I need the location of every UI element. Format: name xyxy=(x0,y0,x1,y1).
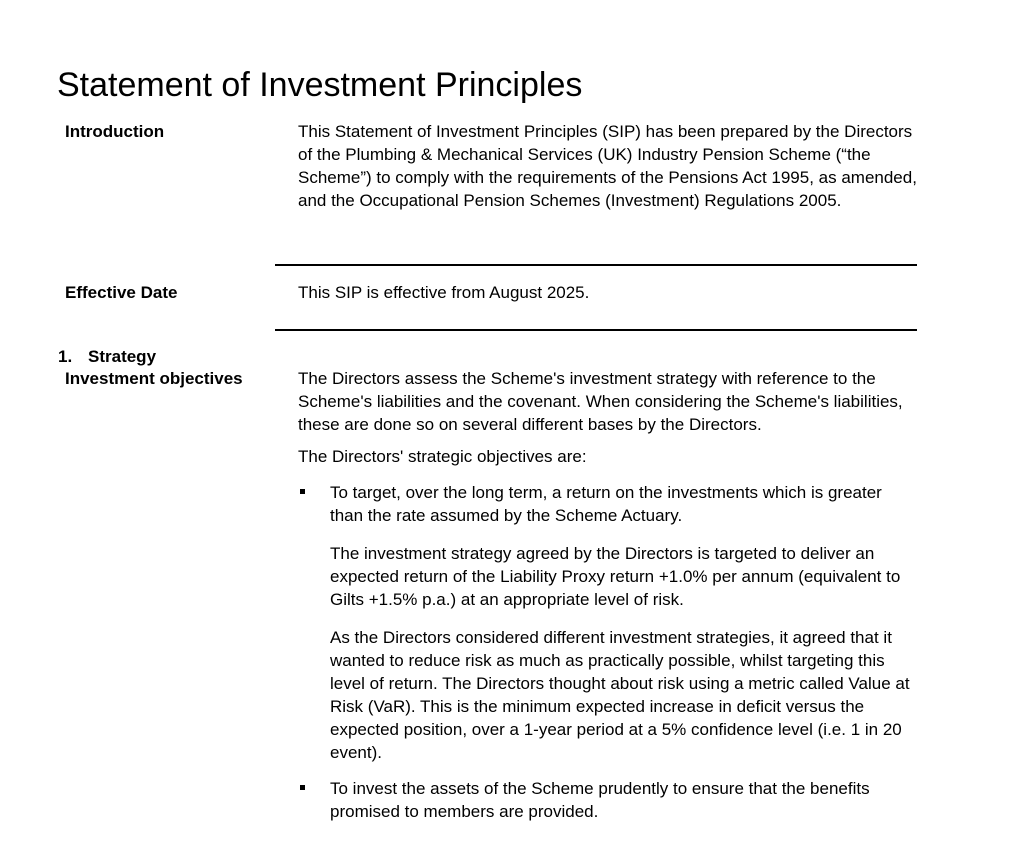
strategy-paragraph-2: The Directors' strategic objectives are: xyxy=(298,447,587,466)
square-bullet-icon xyxy=(300,785,305,790)
horizontal-rule-bottom xyxy=(275,329,917,331)
effective-date-label: Effective Date xyxy=(65,283,178,302)
bullet-sub-paragraph-2: As the Directors considered different investment strategies, it agreed that it wanted to reduce risk as much as practically possible, whilst targeting this level of return. The Directors thought about risk using a metric called Value at Risk (VaR). This is the minimum expected increase in deficit versus the expected position, over a 1-year period at a 5% confidence level (i.e. 1 in 20 event). xyxy=(330,628,910,762)
strategy-section-heading xyxy=(58,345,156,368)
bullet-sub-paragraph-1: The investment strategy agreed by the Directors is targeted to deliver an expected return of the Liability Proxy return +1.0% per annum (equivalent to Gilts +1.5% p.a.) at an appropriate level of risk. xyxy=(330,544,901,609)
effective-date-paragraph: This SIP is effective from August 2025. xyxy=(298,283,590,302)
introduction-body xyxy=(298,120,918,212)
page-title: Statement of Investment Principles xyxy=(57,66,583,104)
strategy-section-title: Strategy xyxy=(88,347,157,366)
strategy-section-number: 1. xyxy=(58,347,73,366)
strategy-paragraph-1: The Directors assess the Scheme's investment strategy with reference to the Scheme's liabilities and the covenant. When considering the Scheme's liabilities, these are done so on several different bases by the Directors. xyxy=(298,369,903,434)
introduction-label: Introduction xyxy=(65,122,165,141)
bullet-item-invest-prudently xyxy=(298,777,918,823)
square-bullet-icon xyxy=(300,489,305,494)
horizontal-rule-top xyxy=(275,264,917,266)
bullet-text: To invest the assets of the Scheme prudently to ensure that the benefits promised to members are provided. xyxy=(330,779,870,821)
bullet-item-target-return xyxy=(298,481,918,527)
investment-objectives-label: Investment objectives xyxy=(65,369,243,388)
introduction-paragraph: This Statement of Investment Principles (SIP) has been prepared by the Directors of the Plumbing & Mechanical Services (UK) Industry Pension Scheme (“the Scheme”) to comply with the requirements of the Pensions Act 1995, as amended, and the Occupational Pension Schemes (Investment) Regulations 2005. xyxy=(298,122,917,210)
strategy-body xyxy=(298,367,918,823)
effective-date-body xyxy=(298,281,918,304)
bullet-text: To target, over the long term, a return on the investments which is greater than the rate assumed by the Scheme Actuary. xyxy=(330,483,882,525)
